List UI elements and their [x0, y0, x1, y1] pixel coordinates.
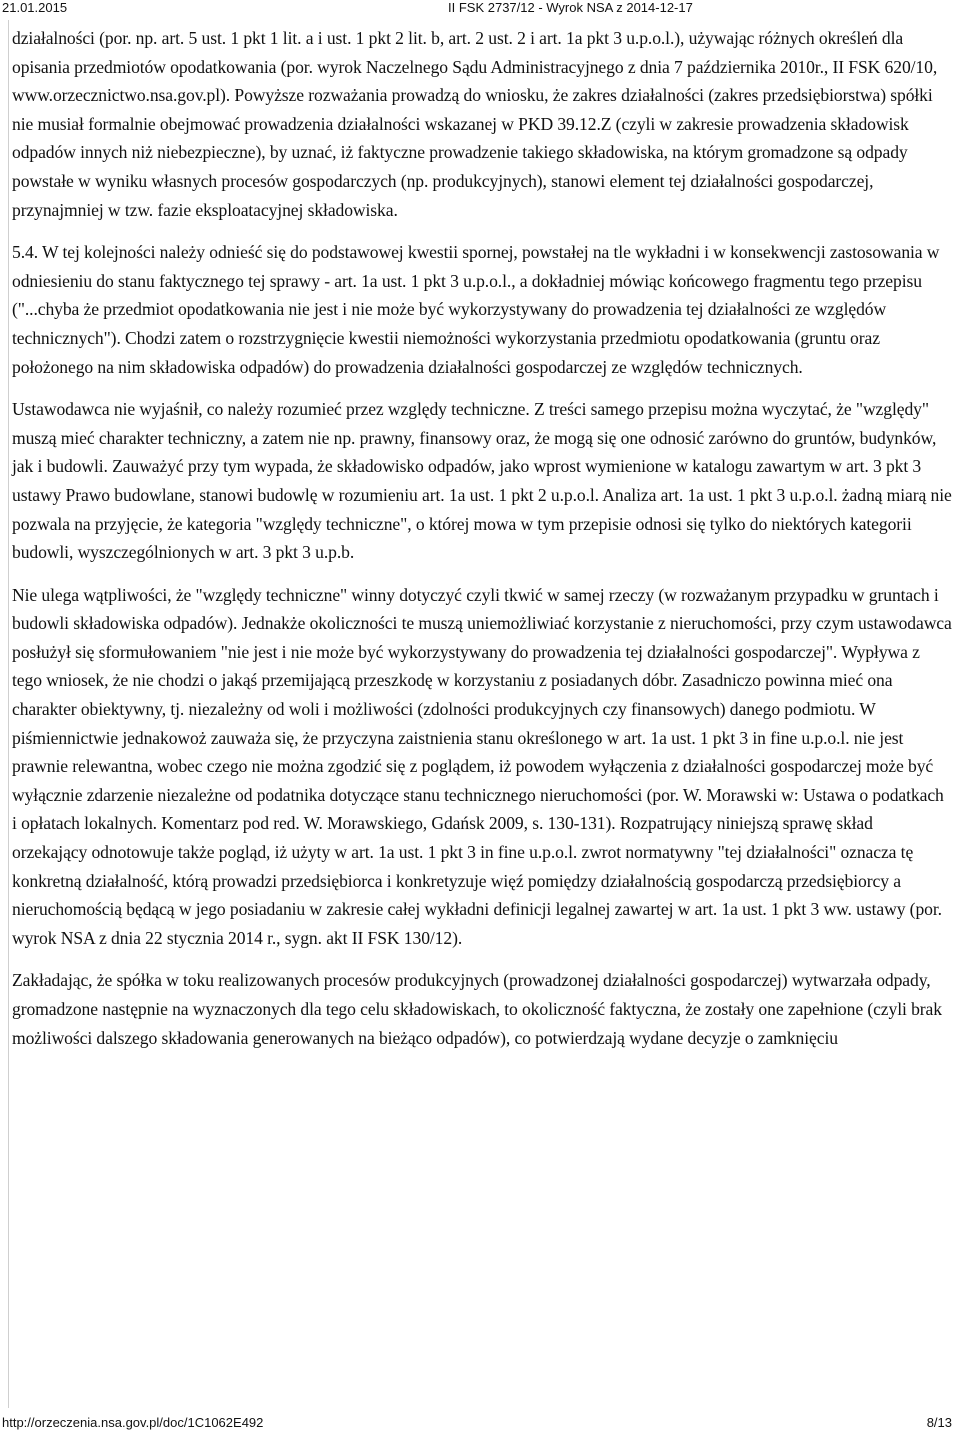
paragraph-4: Nie ulega wątpliwości, że "względy techniczne" winny dotyczyć czyli tkwić w samej rzeczy (w rozważanym przypadku w gruntach i budowli składowiska odpadów). Jednakże okoliczności te muszą uniemożliwiać korzystanie z nieruchomości, przy czym ustawodawca posłużył się sformułowaniem "nie jest i nie może być wykorzystywany do prowadzenia tej działalności gospodarczej". Wypływa z tego wniosek, że nie chodzi o jakąś przemijającą przeszkodę w korzystaniu z posiadanych dóbr. Zasadniczo powinna mieć ona charakter obiektywny, tj. niezależny od woli i możliwości (zdolności produkcyjnych czy finansowych) danego podmiotu. W piśmiennictwie jednakowoż zauważa się, że przyczyna zaistnienia stanu określonego w art. 1a ust. 1 pkt 3 in fine u.p.o.l. nie jest prawnie relewantna, wobec czego nie można zgodzić się z poglądem, iż powodem wyłączenia z działalności gospodarczej może być wyłącznie zdarzenie niezależne od podatnika dotyczące stanu technicznego nieruchomości (por. W. Morawski w: Ustawa o podatkach i opłatach lokalnych. Komentarz pod red. W. Morawskiego, Gdańsk 2009, s. 130-131). Rozpatrujący niniejszą sprawę skład orzekający odnotowuje także pogląd, iż użyty w art. 1a ust. 1 pkt 3 in fine u.p.o.l. zwrot normatywny "tej działalności" oznacza tę konkretną działalność, którą prowadzi przedsiębiorca i konkretyzuje więź pomiędzy działalnością gospodarczą przedsiębiorcy a nieruchomością będącą w jego posiadaniu w zakresie całej wykładni definicji legalnej zawartej w art. 1a ust. 1 pkt 3 ww. ustawy (por. wyrok NSA z dnia 22 stycznia 2014 r., sygn. akt II FSK 130/12). [12, 584, 952, 948]
document-body [12, 24, 952, 1052]
paragraph-5: Zakładając, że spółka w toku realizowanych procesów produkcyjnych (prowadzonej działalności gospodarczej) wytwarzała odpady, gromadzone następnie na wyznaczonych dla tego celu składowiskach, to okoliczność faktyczna, że zostały one zapełnione (czyli brak możliwości dalszego składowania generowanych na bieżąco odpadów), co potwierdzają wydane decyzje o zamknięciu [12, 970, 942, 1048]
page-header [0, 0, 960, 16]
paragraph-3: Ustawodawca nie wyjaśnił, co należy rozumieć przez względy techniczne. Z treści samego przepisu można wyczytać, że "względy" muszą mieć charakter techniczny, a zatem nie np. prawny, finansowy oraz, że mogą się one odnosić zarówno do gruntów, budynków, jak i budowli. Zauważyć przy tym wypada, że składowisko odpadów, jako wprost wymienione w katalogu zawartym w art. 3 pkt 3 ustawy Prawo budowlane, stanowi budowlę w rozumieniu art. 1a ust. 1 pkt 2 u.p.o.l. Analiza art. 1a ust. 1 pkt 3 u.p.o.l. żadną miarą nie pozwala na przyjęcie, że kategoria "względy techniczne", o której mowa w tym przepisie odnosi się tylko do niektórych kategorii budowli, wyszczególnionych w art. 3 pkt 3 u.p.b. [12, 399, 952, 563]
print-date: 21.01.2015 [2, 0, 68, 15]
paragraph-1: działalności (por. np. art. 5 ust. 1 pkt 1 lit. a i ust. 1 pkt 2 lit. b, art. 2 ust. 2 i art. 1a pkt 3 u.p.o.l.), używając różnych określeń dla opisania przedmiotów opodatkowania (por. wyrok Naczelnego Sądu Administracyjnego z dnia 7 października 2010r., II FSK 620/10, www.orzecznictwo.nsa.gov.pl). Powyższe rozważania prowadzą do wniosku, że zakres działalności (zakres przedsiębiorstwa) spółki nie musiał formalnie obejmować prowadzenia działalności wskazanej w PKD 39.12.Z (czyli w zakresie prowadzenia składowisk odpadów innych niż niebezpieczne), by uznać, iż faktyczne prowadzenie takiego składowiska, na którym gromadzone są odpady powstałe w wyniku własnych procesów gospodarczych (np. produkcyjnych), stanowi element tej działalności gospodarczej, przynajmniej w tzw. fazie eksploatacyjnej składowiska. [12, 28, 938, 220]
source-url[interactable]: http://orzeczenia.nsa.gov.pl/doc/1C1062E492 [2, 1415, 264, 1430]
page-footer [0, 1414, 960, 1432]
left-margin-rule [8, 20, 9, 1408]
paragraph-2: 5.4. W tej kolejności należy odnieść się do podstawowej kwestii spornej, powstałej na tle wykładni i w konsekwencji zastosowania w odniesieniu do stanu faktycznego tej sprawy - art. 1a ust. 1 pkt 3 u.p.o.l., a dokładniej mówiąc końcowego fragmentu tego przepisu ("...chyba że przedmiot opodatkowania nie jest i nie może być wykorzystywany do prowadzenia tej działalności ze względów technicznych"). Chodzi zatem o rozstrzygnięcie kwestii niemożności wykorzystania przedmiotu opodatkowania (gruntu oraz położonego na nim składowiska odpadów) do prowadzenia działalności gospodarczej ze względów technicznych. [12, 242, 940, 377]
document-title: II FSK 2737/12 - Wyrok NSA z 2014-12-17 [448, 0, 693, 15]
page-number: 8/13 [926, 1415, 952, 1430]
